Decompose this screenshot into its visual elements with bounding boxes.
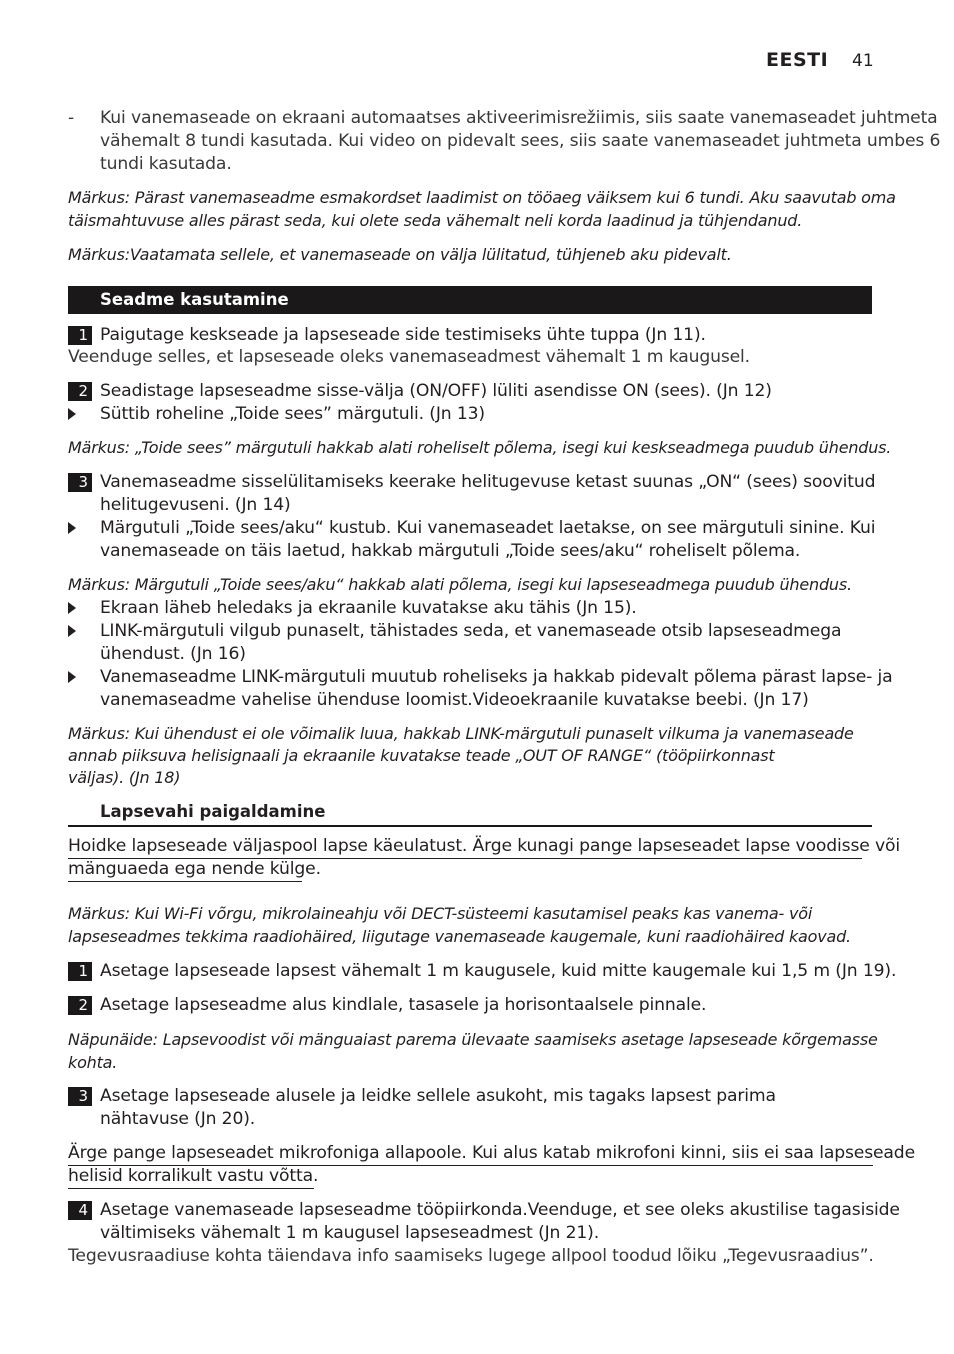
result-arrow-icon xyxy=(68,602,76,614)
result-text: Märgutuli „Toide sees/aku“ kustub. Kui vanemaseadet laetakse, on see märgutuli sinine. Kui xyxy=(100,518,876,538)
step-text: helitugevuseni. (Jn 14) xyxy=(100,495,291,515)
step-number: 2 xyxy=(68,382,92,401)
note-line: väljas). (Jn 18) xyxy=(68,768,181,787)
step-text: Asetage vanemaseade lapseseadme tööpiirkonda.Veenduge, et see oleks akustilise tagasiside xyxy=(100,1200,900,1220)
warning-line: helisid korralikult vastu võtta. xyxy=(68,1166,319,1186)
note-line: Märkus: Märgutuli „Toide sees/aku“ hakkab alati põlema, isegi kui lapseseadmega puudub ühendus. xyxy=(68,575,852,594)
result-text: Ekraan läheb heledaks ja ekraanile kuvatakse aku tähis (Jn 15). xyxy=(100,598,637,618)
step-text: vältimiseks vähemalt 1 m kaugusel lapseseadmest (Jn 21). xyxy=(100,1223,600,1243)
note-line: Märkus: Pärast vanemaseadme esmakordset laadimist on tööaeg väiksem kui 6 tundi. Aku saavutab oma xyxy=(68,188,896,207)
step-subtext: Tegevusraadiuse kohta täiendava info saamiseks lugege allpool toodud lõiku „Tegevusraadius”. xyxy=(68,1246,874,1266)
result-arrow-icon xyxy=(68,522,76,534)
result-text: Süttib roheline „Toide sees” märgutuli. (Jn 13) xyxy=(100,404,485,424)
result-text: ühendust. (Jn 16) xyxy=(100,644,246,664)
step-text: Paigutage keskseade ja lapseseade side testimiseks ühte tuppa (Jn 11). xyxy=(100,325,706,345)
step-number: 3 xyxy=(68,1087,92,1106)
note-line: täismahtuvuse alles pärast seda, kui olete seda vähemalt neli korda laadinud ja tühjendanud. xyxy=(68,211,803,230)
warning-line: mänguaeda ega nende külge. xyxy=(68,859,321,879)
intro-line: Kui vanemaseade on ekraani automaatses aktiveerimisrežiimis, siis saate vanemaseadet juhtmeta xyxy=(100,108,938,128)
warning-line: Ärge pange lapseseadet mikrofoniga allapoole. Kui alus katab mikrofoni kinni, siis ei saa lapseseade xyxy=(68,1143,915,1163)
note-line: lapseseadmes tekkima raadiohäired, liigutage vanemaseade kaugemale, kuni raadiohäired kaovad. xyxy=(68,927,851,946)
step-number: 3 xyxy=(68,473,92,492)
result-arrow-icon xyxy=(68,671,76,683)
step-text: Asetage lapseseade alusele ja leidke sellele asukoht, mis tagaks lapsest parima xyxy=(100,1086,776,1106)
result-text: LINK-märgutuli vilgub punaselt, tähistades seda, et vanemaseade otsib lapseseadmega xyxy=(100,621,842,641)
step-text: Asetage lapseseadme alus kindlale, tasasele ja horisontaalsele pinnale. xyxy=(100,995,707,1015)
step-subtext: Veenduge selles, et lapseseade oleks vanemaseadmest vähemalt 1 m kaugusel. xyxy=(68,347,750,367)
result-arrow-icon xyxy=(68,408,76,420)
note-line: Märkus: Kui Wi-Fi võrgu, mikrolaineahju või DECT-süsteemi kasutamisel peaks kas vanema- või xyxy=(68,904,813,923)
warning-line: Hoidke lapseseade väljaspool lapse käeulatust. Ärge kunagi pange lapseseadet lapse voodisse või xyxy=(68,836,900,856)
section-heading: Lapsevahi paigaldamine xyxy=(100,802,326,821)
tip-line: kohta. xyxy=(68,1053,118,1072)
intro-line: vähemalt 8 tundi kasutada. Kui video on pidevalt sees, siis saate vanemaseadet juhtmeta umbes 6 xyxy=(100,131,941,151)
note-line: Märkus:Vaatamata sellele, et vanemaseade on välja lülitatud, tühjeneb aku pidevalt. xyxy=(68,245,732,264)
note-line: Märkus: Kui ühendust ei ole võimalik luua, hakkab LINK-märgutuli punaselt vilkuma ja vanemaseade xyxy=(68,724,854,743)
step-text: Asetage lapseseade lapsest vähemalt 1 m kaugusele, kuid mitte kaugemale kui 1,5 m (Jn 19). xyxy=(100,961,897,981)
result-text: vanemaseade on täis laetud, hakkab märgutuli „Toide sees/aku“ roheliselt põlema. xyxy=(100,541,801,561)
step-text: Vanemaseadme sisselülitamiseks keerake helitugevuse ketast suunas „ON“ (sees) soovitud xyxy=(100,472,876,492)
intro-dash: - xyxy=(68,108,75,128)
step-text: Seadistage lapseseadme sisse-välja (ON/OFF) lüliti asendisse ON (sees). (Jn 12) xyxy=(100,381,772,401)
result-text: Vanemaseadme LINK-märgutuli muutub roheliseks ja hakkab pidevalt põlema pärast lapse- ja xyxy=(100,667,893,687)
step-number: 4 xyxy=(68,1201,92,1220)
warning-underline xyxy=(68,881,302,882)
intro-line: tundi kasutada. xyxy=(100,154,232,174)
page-number: 41 xyxy=(852,51,874,71)
section-rule xyxy=(68,825,872,827)
section-heading: Seadme kasutamine xyxy=(100,290,289,309)
result-text: vanemaseadme vahelise ühenduse loomist.Videoekraanile kuvatakse beebi. (Jn 17) xyxy=(100,690,809,710)
warning-underline xyxy=(68,1188,314,1189)
result-arrow-icon xyxy=(68,625,76,637)
language-label: EESTI xyxy=(766,49,829,71)
tip-line: Näpunäide: Lapsevoodist või mänguaiast parema ülevaate saamiseks asetage lapseseade kõrgemasse xyxy=(68,1030,878,1049)
note-line: Märkus: „Toide sees” märgutuli hakkab alati roheliselt põlema, isegi kui keskseadmega puudub ühendus. xyxy=(68,438,892,457)
step-text: nähtavuse (Jn 20). xyxy=(100,1109,256,1129)
step-number: 2 xyxy=(68,996,92,1015)
step-number: 1 xyxy=(68,962,92,981)
section-heading-bar xyxy=(68,286,872,314)
note-line: annab piiksuva helisignaali ja ekraanile kuvatakse teade „OUT OF RANGE“ (tööpiirkonnast xyxy=(68,746,775,765)
step-number: 1 xyxy=(68,326,92,345)
